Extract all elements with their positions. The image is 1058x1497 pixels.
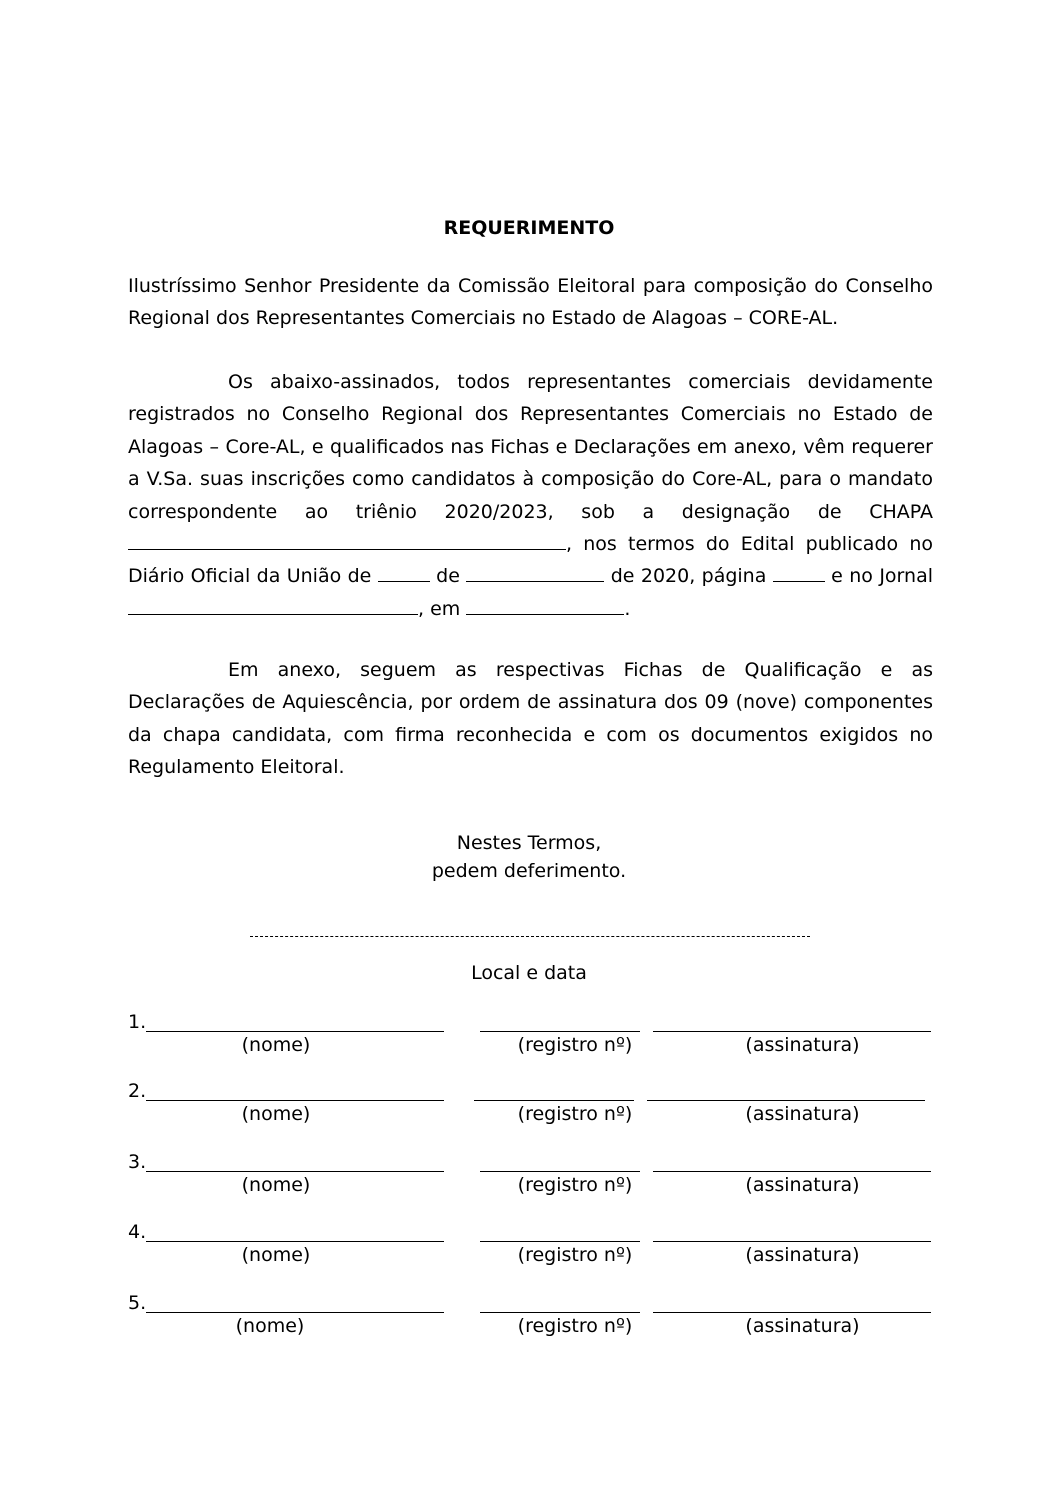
signature-row (0, 1079, 1058, 1139)
signature-caption: (assinatura) (745, 1103, 860, 1125)
signature-row-number: 5. (128, 1292, 147, 1314)
signature-row-number: 2. (128, 1080, 147, 1102)
registry-caption: (registro nº) (517, 1174, 633, 1196)
attachments-paragraph: Em anexo, seguem as respectivas Fichas de Qualificação e as Declarações de Aquiescência, por ordem de assinatura dos 09 (nove) componentes da chapa candidata, com firma reconhecida e com os documentos exigidos no Regulamento Eleitoral. (128, 659, 933, 779)
dou-day-field[interactable] (378, 563, 430, 582)
registry-caption: (registro nº) (517, 1244, 633, 1266)
dou-page-field[interactable] (773, 563, 825, 582)
request-text-5: e no Jornal (824, 565, 933, 588)
place-date-label: Local e data (471, 962, 587, 984)
closing-line-2: pedem deferimento. (431, 860, 627, 882)
request-paragraph (128, 366, 933, 625)
name-caption: (nome) (241, 1103, 311, 1125)
registry-caption: (registro nº) (517, 1315, 633, 1337)
signature-caption: (assinatura) (745, 1174, 860, 1196)
place-date-line[interactable] (250, 936, 810, 937)
registry-field[interactable] (474, 1100, 634, 1101)
registry-field[interactable] (480, 1241, 640, 1242)
request-text-6: , em (418, 597, 467, 620)
request-text-3: de (429, 565, 467, 588)
signature-field[interactable] (647, 1100, 925, 1101)
request-text-7: . (624, 597, 631, 620)
name-caption: (nome) (241, 1244, 311, 1266)
registry-caption: (registro nº) (517, 1103, 633, 1125)
chapa-name-field[interactable] (128, 531, 566, 550)
signature-row-number: 1. (128, 1011, 147, 1033)
request-text-4: de 2020, página (604, 565, 773, 588)
signature-field[interactable] (653, 1031, 931, 1032)
signature-field[interactable] (653, 1171, 931, 1172)
registry-field[interactable] (480, 1031, 640, 1032)
name-field[interactable] (146, 1171, 444, 1172)
signature-field[interactable] (653, 1312, 931, 1313)
signature-row (0, 1220, 1058, 1280)
request-text-2: , nos termos do Edital publicado no Diário Oficial da União de (128, 533, 933, 588)
newspaper-date-field[interactable] (466, 596, 624, 615)
signature-caption: (assinatura) (745, 1315, 860, 1337)
signature-caption: (assinatura) (745, 1034, 860, 1056)
registry-caption: (registro nº) (517, 1034, 633, 1056)
name-field[interactable] (146, 1312, 444, 1313)
newspaper-field[interactable] (128, 596, 418, 615)
name-caption: (nome) (241, 1174, 311, 1196)
signature-row-number: 3. (128, 1151, 147, 1173)
signature-field[interactable] (653, 1241, 931, 1242)
signature-row (0, 1291, 1058, 1351)
request-text-1: Os abaixo-assinados, todos representantes comerciais devidamente registrados no Conselho Regional dos Representantes Comerciais no Estado de Alagoas – Core-AL, e qualificados nas Fichas e Declarações em anexo, vêm requerer a V.Sa. suas inscrições como candidatos à composição do Core-AL, para o mandato correspondente ao triênio 2020/2023, sob a designação de CHAPA (128, 371, 933, 523)
signature-row (0, 1010, 1058, 1070)
salutation-paragraph: Ilustríssimo Senhor Presidente da Comissão Eleitoral para composição do Conselho Regional dos Representantes Comerciais no Estado de Alagoas – CORE-AL. (128, 275, 933, 330)
name-field[interactable] (146, 1031, 444, 1032)
registry-field[interactable] (480, 1312, 640, 1313)
name-caption: (nome) (235, 1315, 305, 1337)
name-caption: (nome) (241, 1034, 311, 1056)
signature-row-number: 4. (128, 1221, 147, 1243)
signature-caption: (assinatura) (745, 1244, 860, 1266)
document-title: REQUERIMENTO (443, 217, 615, 239)
registry-field[interactable] (480, 1171, 640, 1172)
dou-month-field[interactable] (466, 563, 604, 582)
name-field[interactable] (146, 1241, 444, 1242)
closing-line-1: Nestes Termos, (456, 832, 602, 854)
name-field[interactable] (146, 1100, 444, 1101)
signature-row (0, 1150, 1058, 1210)
